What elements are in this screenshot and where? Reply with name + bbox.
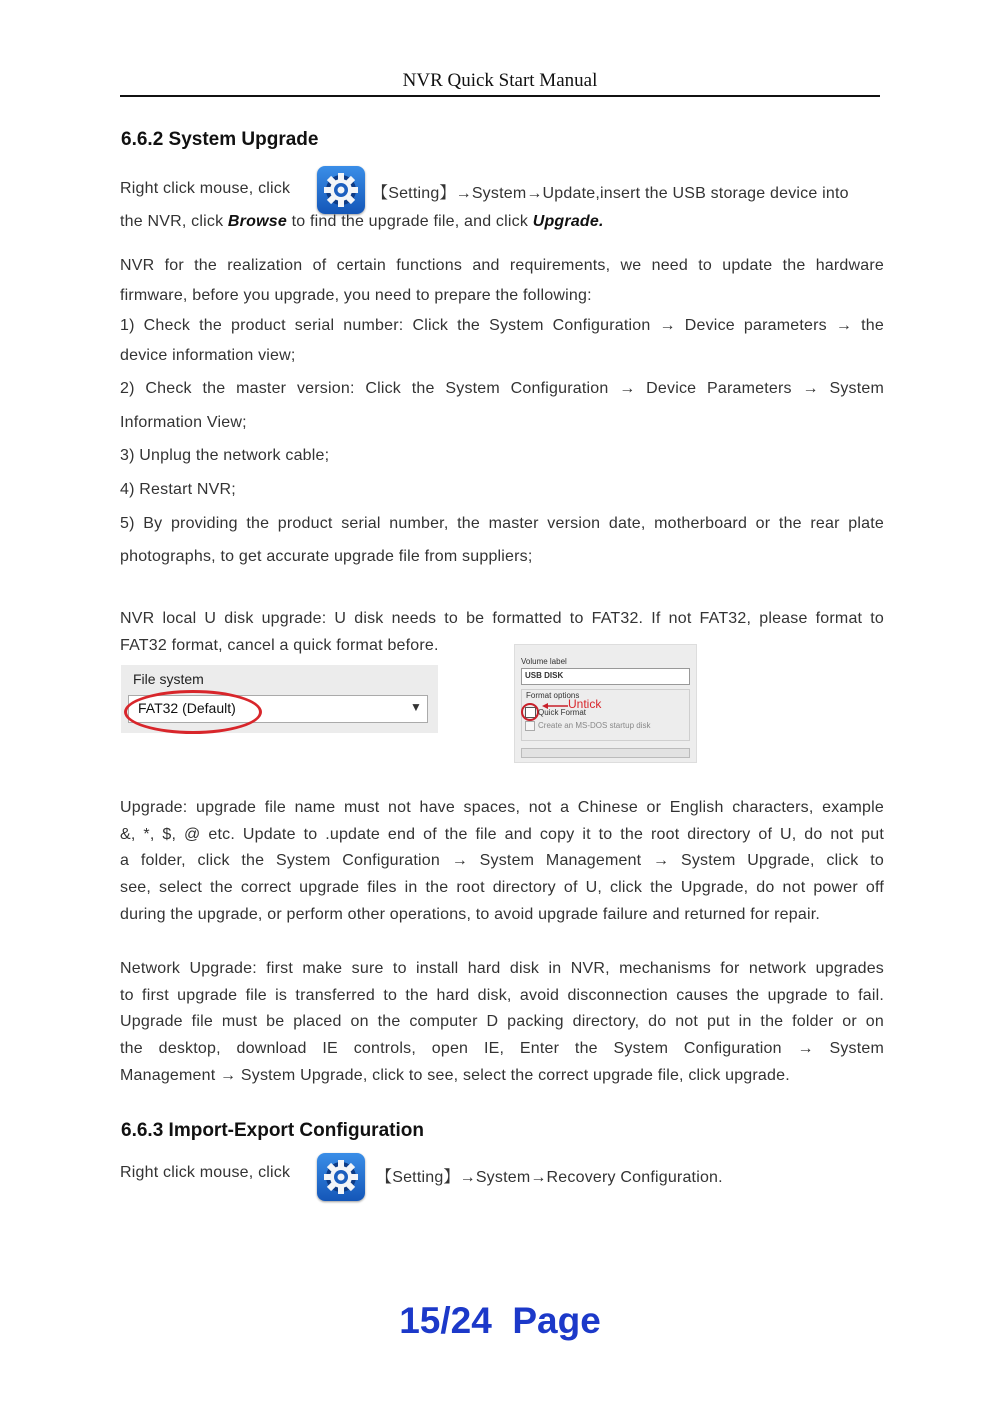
- upgrade-keyword: Upgrade.: [532, 213, 604, 230]
- arrow-icon: [540, 700, 570, 712]
- gear-icon: [317, 1153, 365, 1201]
- upgrade-line-3: a folder, click the System Configuration → System Management → System Upgrade, click to: [120, 852, 884, 869]
- step5-line-2: photographs, to get accurate upgrade file from suppliers;: [120, 548, 533, 565]
- step3: 3) Unplug the network cable;: [120, 447, 330, 464]
- network-line-4: the desktop, download IE controls, open IE, Enter the System Configuration → System: [120, 1040, 884, 1057]
- format-options-caption: Format options: [526, 691, 580, 700]
- step5-line-1: 5) By providing the product serial number, the master version date, motherboard or the rear plate: [120, 515, 884, 532]
- browse-keyword: Browse: [227, 213, 287, 230]
- import-line-post: 【Setting】→System→Recovery Configuration.: [376, 1169, 723, 1186]
- upgrade-line-1: Upgrade: upgrade file name must not have spaces, not a Chinese or English characters, example: [120, 799, 884, 816]
- step4: 4) Restart NVR;: [120, 481, 236, 498]
- intro-line-1-post: 【Setting】→System→Update,insert the USB storage device into: [372, 185, 849, 202]
- intro-line-2-b: to find the upgrade file, and click: [286, 213, 533, 230]
- intro-line-2: [120, 213, 884, 231]
- section-heading-import-export: 6.6.3 Import-Export Configuration: [121, 1120, 424, 1141]
- udisk-line-2: FAT32 format, cancel a quick format before.: [120, 637, 439, 654]
- volume-label-caption: Volume label: [521, 657, 567, 666]
- progress-bar: [521, 748, 690, 758]
- chevron-down-icon: ▼: [410, 700, 422, 714]
- section-heading-system-upgrade: 6.6.2 System Upgrade: [121, 129, 319, 150]
- upgrade-line-2: &, *, $, @ etc. Update to .update end of the file and copy it to the root directory of U, do not put: [120, 826, 884, 843]
- upgrade-line-5: during the upgrade, or perform other operations, to avoid upgrade failure and returned for repair.: [120, 906, 821, 923]
- intro-line-1-pre: Right click mouse, click: [120, 180, 291, 197]
- network-line-3: Upgrade file must be placed on the computer D packing directory, do not put in the folder or on: [120, 1013, 884, 1030]
- step2-line-2: Information View;: [120, 414, 247, 431]
- untick-annotation: Untick: [568, 697, 602, 711]
- quick-format-label: Quick Format: [538, 708, 587, 717]
- intro-line-2-a: the NVR, click: [120, 213, 228, 230]
- network-line-5: Management → System Upgrade, click to see, select the correct upgrade file, click upgrade.: [120, 1067, 790, 1084]
- gear-icon: [317, 166, 365, 214]
- document-header-title: NVR Quick Start Manual: [402, 70, 598, 91]
- filesystem-value: FAT32 (Default): [138, 700, 236, 716]
- para1-line-2: firmware, before you upgrade, you need to prepare the following:: [120, 287, 592, 304]
- msdos-checkbox: [525, 721, 535, 731]
- udisk-line-1: NVR local U disk upgrade: U disk needs to be formatted to FAT32. If not FAT32, please format to: [120, 610, 884, 627]
- upgrade-line-4: see, select the correct upgrade files in the root directory of U, click the Upgrade, do not power off: [120, 879, 884, 896]
- untick-circle: [521, 703, 539, 721]
- step2-line-1: 2) Check the master version: Click the System Configuration → Device Parameters → System: [120, 380, 884, 397]
- step1-line-1: 1) Check the product serial number: Click the System Configuration → Device parameters → the: [120, 317, 884, 334]
- msdos-label: Create an MS-DOS startup disk: [538, 721, 651, 730]
- header-divider: [120, 95, 880, 97]
- filesystem-label: File system: [133, 671, 204, 687]
- import-line-pre: Right click mouse, click: [120, 1164, 291, 1181]
- volume-label-value: USB DISK: [525, 671, 564, 680]
- network-line-2: to first upgrade file is transferred to the hard disk, avoid disconnection causes the upgrade to fail.: [120, 987, 884, 1004]
- highlight-oval: [124, 690, 262, 734]
- para1-line-1: NVR for the realization of certain functions and requirements, we need to update the hardware: [120, 257, 884, 274]
- network-line-1: Network Upgrade: first make sure to install hard disk in NVR, mechanisms for network upgrades: [120, 960, 884, 977]
- step1-line-2: device information view;: [120, 347, 296, 364]
- page-number: 15/24 Page: [399, 1300, 601, 1341]
